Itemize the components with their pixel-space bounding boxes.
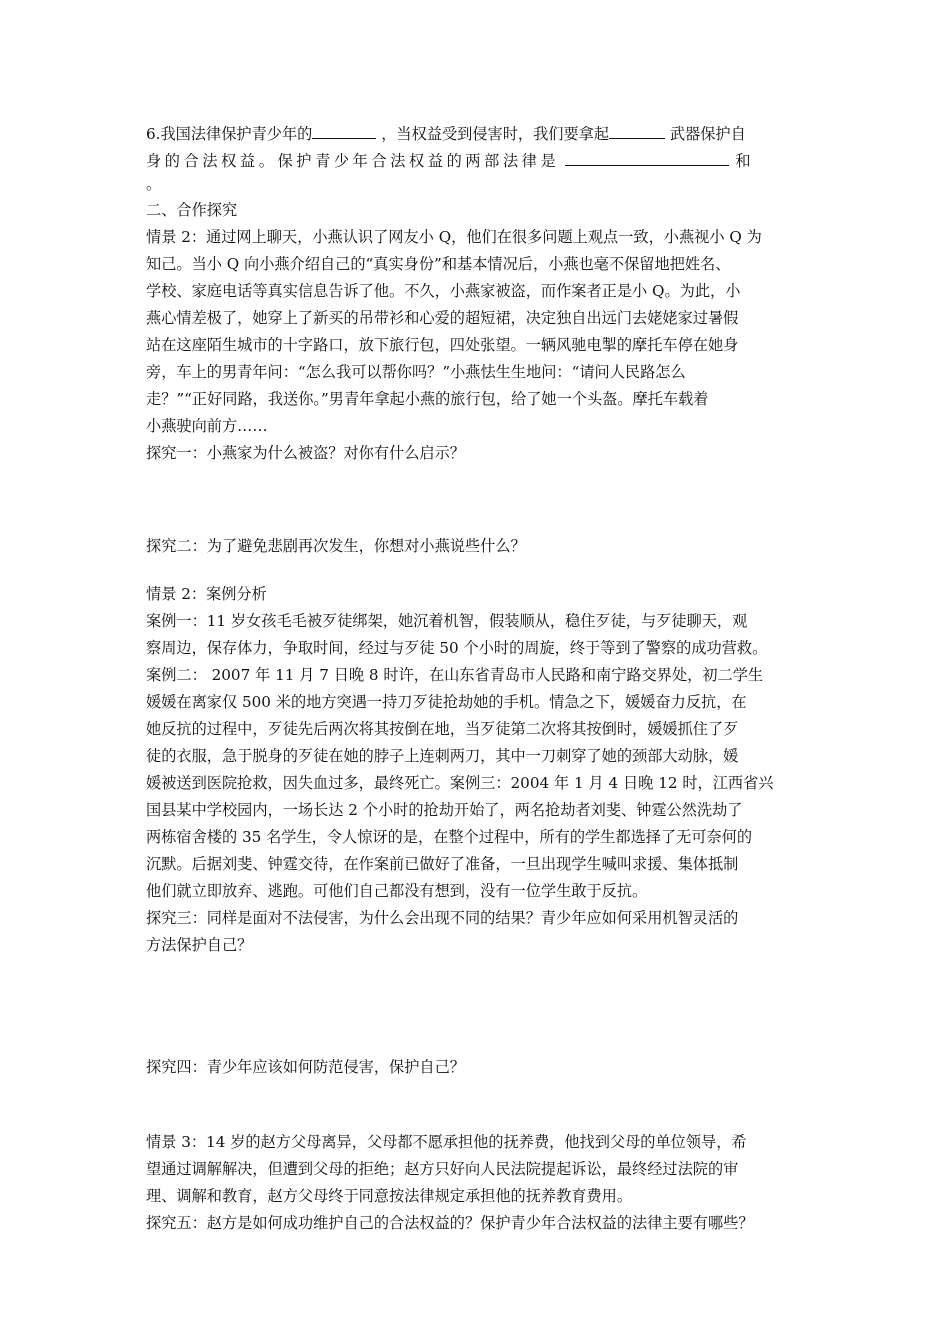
scene-2-line: 沉默。后据刘斐、钟霆交待，在作案前已做好了准备，一旦出现学生喊叫求援、集体抵制 (146, 855, 739, 873)
scene-1-line: 学校、家庭电话等真实信息告诉了他。不久，小燕家被盗，而作案者正是小 Q。为此，小 (146, 282, 741, 300)
q6-text-b: ，当权益受到侵害时，我们要拿起 (381, 125, 610, 143)
q6-blank-2[interactable] (609, 123, 665, 139)
scene-1-line: 知己。当小 Q 向小燕介绍自己的“真实身份”和基本情况后，小燕也毫不保留地把姓名、 (146, 255, 731, 273)
question-6-line-2 (146, 150, 814, 172)
scene-2-line: 案例一：11 岁女孩毛毛被歹徒绑架，她沉着机智，假装顺从，稳住歹徒，与歹徒聊天，观 (146, 612, 748, 630)
scene-3-line: 情景 3：14 岁的赵方父母离异，父母都不愿承担他的抚养费，他找到父母的单位领导，希 (146, 1133, 747, 1151)
explore-4-question: 探究四：青少年应该如何防范侵害，保护自己？ (146, 1058, 465, 1076)
scene-2-title: 情景 2：案例分析 (146, 585, 267, 603)
question-6-line-1 (146, 123, 814, 145)
section-title: 二、合作探究 (146, 201, 238, 219)
explore-3-line: 方法保护自己？ (146, 936, 253, 954)
question-6-line-3: 。 (146, 175, 162, 193)
q6-text-a: 6.我国法律保护青少年的 (146, 125, 313, 143)
scene-1-line: 小燕驶向前方…… (146, 417, 268, 435)
q6-blank-3[interactable] (565, 150, 729, 166)
q6-text-c: 武器保护自 (669, 125, 746, 143)
scene-2-line: 她反抗的过程中，歹徒先后两次将其按倒在地，当歹徒第二次将其按倒时，媛媛抓住了歹 (146, 720, 739, 738)
scene-1-line: 燕心情差极了，她穿上了新买的吊带衫和心爱的超短裙，决定独自出远门去姥姥家过暑假 (146, 309, 739, 327)
scene-2-line: 察周边，保存体力，争取时间，经过与歹徒 50 个小时的周旋，终于等到了警察的成功营救。 (146, 639, 768, 657)
q6-text-d: 身的合法权益。保护青少年合法权益的两部法律是 (146, 152, 560, 170)
scene-2-line: 徒的衣服，急于脱身的歹徒在她的脖子上连刺两刀，其中一刀刺穿了她的颈部大动脉，媛 (146, 747, 739, 765)
q6-blank-1[interactable] (312, 123, 376, 139)
scene-1-line: 旁，车上的男青年问：“怎么我可以帮你吗？”小燕怯生生地问：“请问人民路怎么 (146, 363, 686, 381)
scene-1-line: 站在这座陌生城市的十字路口，放下旅行包，四处张望。一辆风驰电掣的摩托车停在她身 (146, 336, 739, 354)
scene-2-line: 国县某中学校园内，一场长达 2 个小时的抢劫开始了，两名抢劫者刘斐、钟霆公然洗劫了 (146, 801, 743, 819)
scene-2-line: 媛媛在离家仅 500 米的地方突遇一持刀歹徒抢劫她的手机。情急之下，媛媛奋力反抗，在 (146, 693, 747, 711)
scene-2-line: 案例二： 2007 年 11 月 7 日晚 8 时许，在山东省青岛市人民路和南宁路交界处，初二学生 (146, 666, 764, 684)
scene-1-line: 走？”“正好同路，我送你。”男青年拿起小燕的旅行包，给了她一个头盔。摩托车载着 (146, 390, 709, 408)
q6-text-e: 和 (735, 152, 755, 170)
explore-2-question: 探究二：为了避免悲剧再次发生，你想对小燕说些什么？ (146, 537, 526, 555)
explore-1-question: 探究一：小燕家为什么被盗？对你有什么启示？ (146, 444, 465, 462)
explore-3-line: 探究三：同样是面对不法侵害，为什么会出现不同的结果？青少年应如何采用机智灵活的 (146, 909, 739, 927)
explore-5-question: 探究五：赵方是如何成功维护自己的合法权益的？保护青少年合法权益的法律主要有哪些？ (146, 1214, 754, 1232)
scene-2-line: 媛被送到医院抢救，因失血过多，最终死亡。案例三：2004 年 1 月 4 日晚 12 时，江西省兴 (146, 774, 774, 792)
scene-3-line: 理、调解和教育，赵方父母终于同意按法律规定承担他的抚养教育费用。 (146, 1187, 632, 1205)
scene-1-line: 情景 2：通过网上聊天，小燕认识了网友小 Q，他们在很多问题上观点一致，小燕视小 Q 为 (146, 228, 762, 246)
scene-3-line: 望通过调解解决，但遭到父母的拒绝；赵方只好向人民法院提起诉讼，最终经过法院的审 (146, 1160, 739, 1178)
scene-2-line: 两栋宿舍楼的 35 名学生，令人惊讶的是，在整个过程中，所有的学生都选择了无可奈何的 (146, 828, 753, 846)
scene-2-line: 他们就立即放弃、逃跑。可他们自己都没有想到，没有一位学生敢于反抗。 (146, 882, 648, 900)
